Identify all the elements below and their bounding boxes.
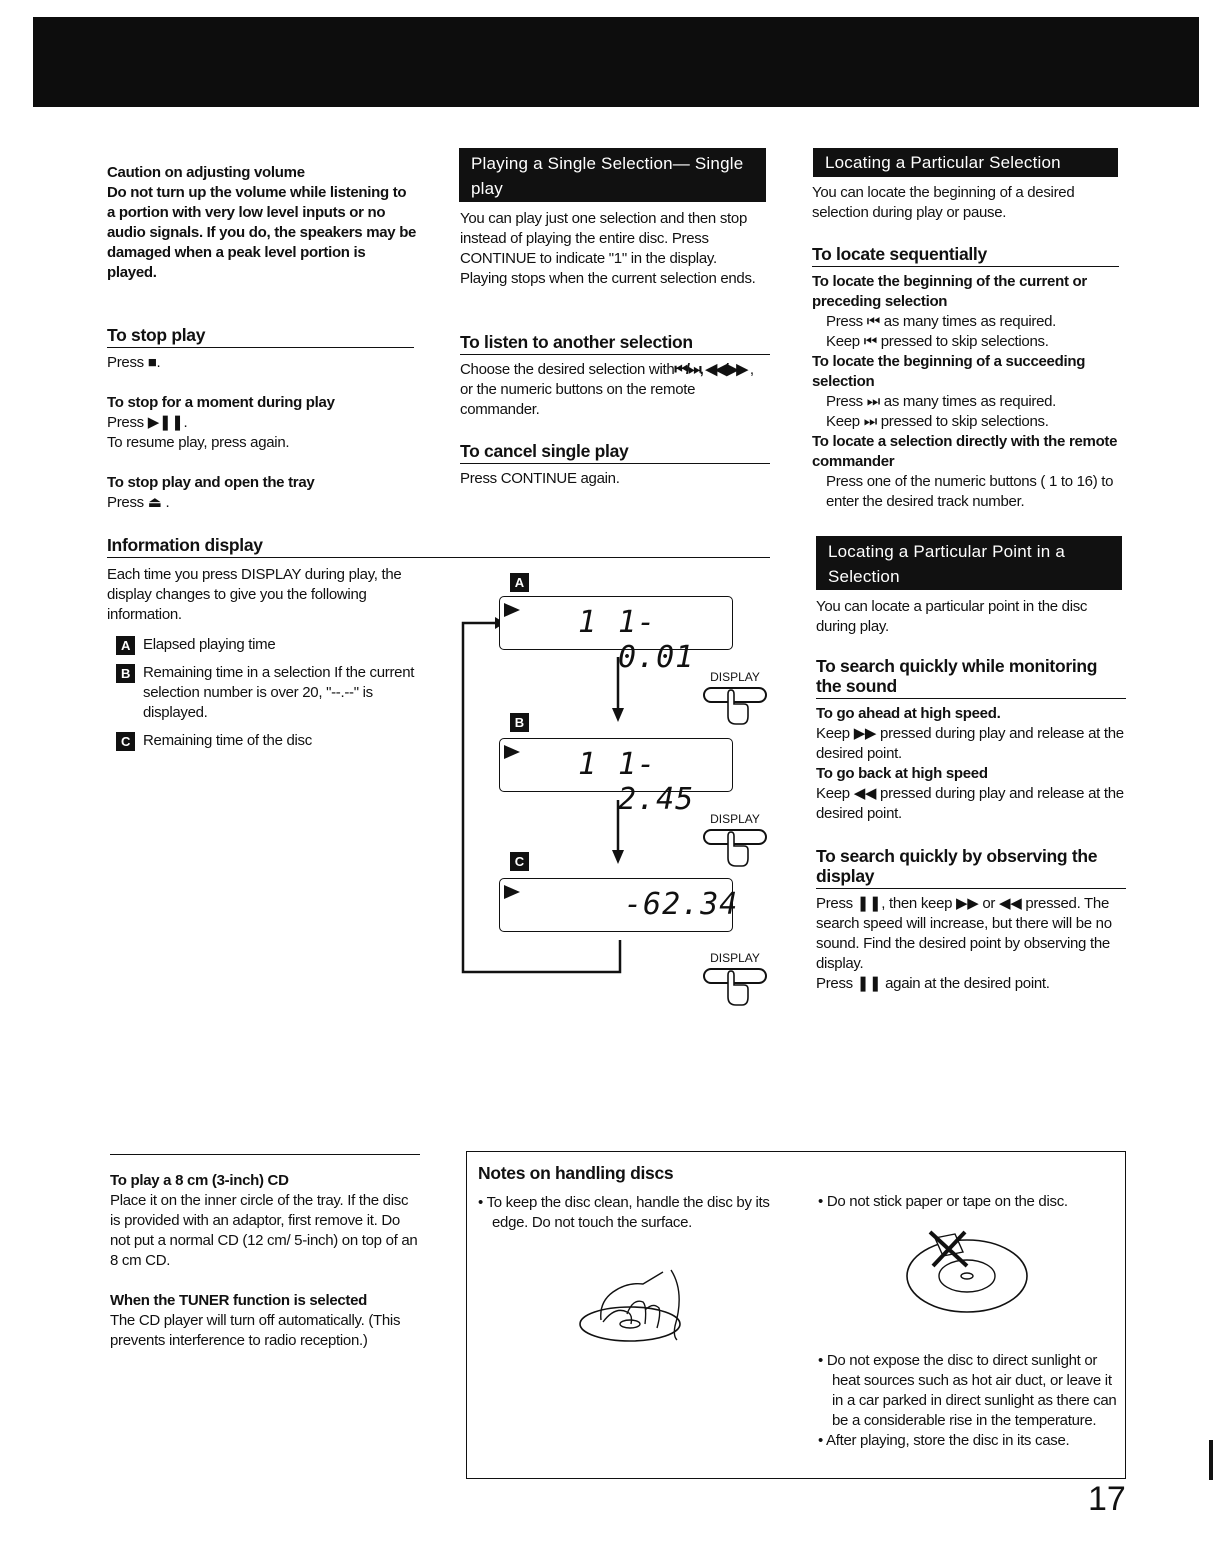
arrow-b-to-c-head xyxy=(612,850,624,864)
tuner-title: When the TUNER function is selected xyxy=(110,1292,368,1309)
bottom-left-notes xyxy=(110,1171,420,1351)
pressing-hand-icon xyxy=(700,684,770,726)
locate-selection-title: Locating a Particular Selection xyxy=(825,153,1061,172)
cd-8cm-text: Place it on the inner circle of the tray. If the disc is provided with an adaptor, first remove it. Do not put a normal CD (12 cm/ 5-inch) on top of an 8 cm CD. xyxy=(110,1192,418,1269)
locate-seq-heading: To locate sequentially xyxy=(812,244,1119,267)
search-display-text: Press ❚❚, then keep ▶▶ or ◀◀ pressed. The search speed will increase, but there will be no sound. Find the desired point by observing the display. xyxy=(816,895,1112,972)
search-display-text2: Press ❚❚ again at the desired point. xyxy=(816,975,1050,992)
play-indicator-icon xyxy=(504,603,520,617)
listen-another-section xyxy=(460,332,770,420)
locate-seq-sub2-line2: Keep ⏭ pressed to skip selections. xyxy=(826,413,1049,430)
panel-b-badge: B xyxy=(510,713,529,732)
tuner-text: The CD player will turn off automatically. (This prevents interference to radio reception.) xyxy=(110,1312,401,1349)
notes-title: Notes on handling discs xyxy=(478,1163,674,1183)
search-ahead-text: Keep ▶▶ pressed during play and release at the desired point. xyxy=(816,725,1124,762)
pressing-hand-icon xyxy=(700,965,770,1007)
cd-8cm-title: To play a 8 cm (3-inch) CD xyxy=(110,1172,289,1189)
locate-seq-sub1-line2: Keep ⏮ pressed to skip selections. xyxy=(826,333,1049,350)
stop-open-title: To stop play and open the tray xyxy=(107,474,315,491)
display-button-2[interactable] xyxy=(700,812,770,873)
search-display-heading: To search quickly by observing the display xyxy=(816,846,1126,889)
page-number: 17 xyxy=(1088,1480,1126,1518)
stop-play-heading: To stop play xyxy=(107,325,414,348)
search-buttons-icon: ◀◀/▶▶ xyxy=(705,361,746,378)
info-item-a xyxy=(116,635,417,655)
hand-holding-disc-illustration xyxy=(575,1262,705,1352)
display-button-1[interactable] xyxy=(700,670,770,731)
search-sound-section xyxy=(816,656,1126,824)
locate-seq-section xyxy=(812,244,1119,512)
play-indicator-icon xyxy=(504,885,520,899)
lcd-b-time: 1- 2.45 xyxy=(618,747,695,817)
label-a-badge: A xyxy=(116,636,135,655)
cancel-heading: To cancel single play xyxy=(460,441,770,464)
play-indicator-icon xyxy=(504,745,520,759)
locate-seq-sub3: To locate a selection directly with the remote commander xyxy=(812,433,1118,470)
lcd-panel-a xyxy=(499,596,733,675)
info-display-intro: Each time you press DISPLAY during play, the display changes to give you the following information. xyxy=(107,566,402,623)
note-item-2: • Do not stick paper or tape on the disc. xyxy=(818,1193,1068,1210)
lcd-panel-c xyxy=(499,878,739,932)
listen-another-text-a: Choose the desired selection with xyxy=(460,361,675,378)
info-item-b xyxy=(116,663,417,723)
note-item-1: • To keep the disc clean, handle the disc by its edge. Do not touch the surface. xyxy=(478,1194,770,1231)
header-band xyxy=(33,17,1199,107)
display-button-3[interactable] xyxy=(700,951,770,1012)
info-display-body xyxy=(107,565,417,759)
lcd-panel-b xyxy=(499,738,733,817)
search-back-text: Keep ◀◀ pressed during play and release at the desired point. xyxy=(816,785,1124,822)
single-play-text: You can play just one selection and then stop instead of playing the entire disc. Press CONTINUE to indicate "1" in the display. Playing stops when the current selection ends. xyxy=(460,210,756,287)
locate-seq-sub2-line1: Press ⏭ as many times as required. xyxy=(826,393,1057,410)
stop-play-press: Press ■. xyxy=(107,354,161,371)
stop-moment-press: Press ▶❚❚. xyxy=(107,414,188,431)
note-item-4: • After playing, store the disc in its case. xyxy=(818,1432,1070,1449)
info-item-c-text: Remaining time of the disc xyxy=(143,732,312,749)
locate-point-title-box xyxy=(816,536,1122,590)
locate-point-title: Locating a Particular Point in a Selection xyxy=(828,542,1065,586)
listen-another-heading: To listen to another selection xyxy=(460,332,770,355)
pressing-hand-icon xyxy=(700,826,770,868)
locate-seq-sub3-text: Press one of the numeric buttons ( 1 to 16) to enter the desired track number. xyxy=(826,473,1114,510)
search-sound-heading: To search quickly while monitoring the sound xyxy=(816,656,1126,699)
display-button-2-label: DISPLAY xyxy=(710,812,760,826)
panel-a-badge: A xyxy=(510,573,529,592)
info-display-heading: Information display xyxy=(107,535,770,558)
disc-no-tape-illustration xyxy=(905,1228,1035,1318)
lcd-b-track: 1 xyxy=(578,747,598,782)
bottom-left-rule xyxy=(110,1154,420,1155)
note-item-1-text: To keep the disc clean, handle the disc by its edge. Do not touch the surface. xyxy=(486,1194,770,1231)
arrow-a-to-b-head xyxy=(612,708,624,722)
locate-selection-title-box xyxy=(813,148,1118,177)
caution-title: Caution on adjusting volume xyxy=(107,164,305,181)
display-button-1-label: DISPLAY xyxy=(710,670,760,684)
locate-point-text: You can locate a particular point in the disc during play. xyxy=(816,598,1088,635)
lcd-a-time: 1- 0.01 xyxy=(618,605,695,675)
note-item-2-text: Do not stick paper or tape on the disc. xyxy=(826,1193,1068,1210)
stop-play-section xyxy=(107,325,414,513)
locate-seq-sub1: To locate the beginning of the current or preceding selection xyxy=(812,273,1087,310)
locate-seq-sub1-line1: Press ⏮ as many times as required. xyxy=(826,313,1057,330)
single-play-title-box xyxy=(459,148,766,202)
search-ahead-title: To go ahead at high speed. xyxy=(816,705,1001,722)
stop-moment-title: To stop for a moment during play xyxy=(107,394,335,411)
locate-seq-sub2: To locate the beginning of a succeeding selection xyxy=(812,353,1086,390)
caution-text: Do not turn up the volume while listening to a portion with very low level inputs or no audio signals. If you do, the speakers may be damaged when a peak level portion is played. xyxy=(107,184,417,281)
display-button-3-label: DISPLAY xyxy=(710,951,760,965)
locate-selection-text: You can locate the beginning of a desired selection during play or pause. xyxy=(812,184,1075,221)
cancel-text: Press CONTINUE again. xyxy=(460,470,620,487)
margin-mark xyxy=(1209,1440,1213,1480)
info-display-section xyxy=(107,535,770,558)
stop-open-press: Press ⏏ . xyxy=(107,494,170,511)
skip-buttons-icon: ⏮/⏭, xyxy=(674,361,702,378)
info-item-b-text: Remaining time in a selection If the current selection number is over 20, "--.--" is displayed. xyxy=(143,664,415,721)
label-b-badge: B xyxy=(116,664,135,683)
note-item-3-text: Do not expose the disc to direct sunlight or heat sources such as hot air duct, or leave it in a car parked in direct sunlight as there can be a considerable rise in the temperature. xyxy=(826,1352,1117,1429)
lcd-a-track: 1 xyxy=(578,605,598,640)
cancel-section xyxy=(460,441,770,489)
stop-moment-resume: To resume play, press again. xyxy=(107,434,290,451)
info-item-c xyxy=(116,731,417,751)
single-play-title: Playing a Single Selection— Single play xyxy=(471,154,744,198)
note-item-3: • Do not expose the disc to direct sunlight or heat sources such as hot air duct, or leave it in a car parked in direct sunlight as there can be a considerable rise in the temperature. • After playing, store the disc in its case. xyxy=(818,1351,1122,1451)
label-c-badge: C xyxy=(116,732,135,751)
note-item-4-text: After playing, store the disc in its case. xyxy=(826,1432,1070,1449)
listen-another-text-b: , or the numeric buttons on the remote commander. xyxy=(460,361,754,418)
panel-c-badge: C xyxy=(510,852,529,871)
search-back-title: To go back at high speed xyxy=(816,765,988,782)
lcd-c-time: -62.34 xyxy=(624,887,739,922)
info-item-a-text: Elapsed playing time xyxy=(143,636,276,653)
search-display-section xyxy=(816,846,1126,994)
caution-block xyxy=(107,163,417,283)
